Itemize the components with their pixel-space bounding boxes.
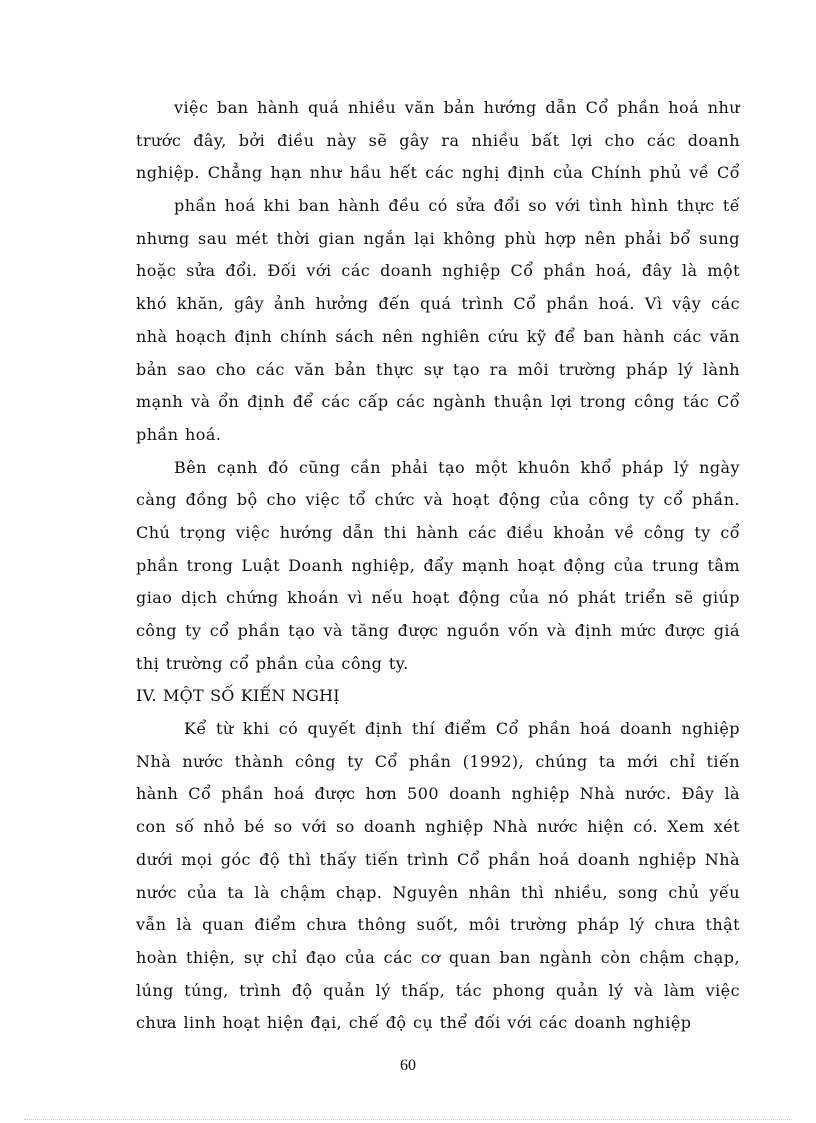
text-line: nước của ta là chậm chạp. Nguyên nhân thì nhiều, song chủ yếu: [136, 882, 740, 902]
page-bottom-divider: [24, 1119, 792, 1120]
text-line: phần hoá.: [136, 424, 222, 444]
paragraph-3: [136, 452, 740, 681]
text-line: hoặc sửa đổi. Đối với các doanh nghiệp Cổ phần hoá, đây là một: [136, 261, 740, 281]
text-line: khó khăn, gây ảnh hưởng đến quá trình Cổ phần hoá. Vì vậy các: [136, 294, 740, 314]
text-line: con số nhỏ bé so với so doanh nghiệp Nhà nước hiện có. Xem xét: [136, 817, 740, 837]
page-number: 60: [400, 1057, 416, 1074]
text-line: giao dịch chứng khoán vì nếu hoạt động của nó phát triển sẽ giúp: [136, 588, 740, 608]
text-line: lúng túng, trình độ quản lý thấp, tác phong quản lý và làm việc: [136, 980, 740, 1000]
text-line: Kể từ khi có quyết định thí điểm Cổ phần hoá doanh nghiệp: [184, 719, 740, 739]
text-line: dưới mọi góc độ thì thấy tiến trình Cổ phần hoá doanh nghiệp Nhà: [136, 849, 740, 869]
paragraph-1: [136, 92, 740, 190]
text-line: nghiệp. Chẳng hạn như hầu hết các nghị định của Chính phủ về Cổ: [136, 163, 740, 183]
text-line: thị trường cổ phần của công ty.: [136, 653, 409, 673]
text-line: phần trong Luật Doanh nghiệp, đẩy mạnh hoạt động của trung tâm: [136, 555, 740, 575]
text-line: Nhà nước thành công ty Cổ phần (1992), chúng ta mới chỉ tiến: [136, 751, 740, 771]
text-line: bản sao cho các văn bản thực sự tạo ra môi trường pháp lý lành: [136, 359, 740, 379]
text-line: hoàn thiện, sự chỉ đạo của các cơ quan ban ngành còn chậm chạp,: [136, 947, 740, 967]
text-line: mạnh và ổn định để các cấp các ngành thuận lợi trong công tác Cổ: [136, 392, 740, 412]
paragraph-4: [136, 713, 740, 1040]
text-line: công ty cổ phần tạo và tăng được nguồn vốn và định mức được giá: [136, 621, 740, 640]
text-line: hành Cổ phần hoá được hơn 500 doanh nghiệp Nhà nước. Đây là: [136, 784, 740, 804]
body-text: [136, 92, 740, 1040]
text-line: Chú trọng việc hướng dẫn thi hành các điều khoản về công ty cổ: [136, 522, 740, 542]
text-line: phần hoá khi ban hành đều có sửa đổi so với tình hình thực tế: [174, 196, 740, 216]
text-line: nhưng sau mét thời gian ngắn lại không phù hợp nên phải bổ sung: [136, 228, 740, 248]
text-line: càng đồng bộ cho việc tổ chức và hoạt động của công ty cổ phần.: [136, 490, 740, 510]
text-line: chưa linh hoạt hiện đại, chế độ cụ thể đối với các doanh nghiệp: [136, 1013, 692, 1033]
text-line: vẫn là quan điểm chưa thông suốt, môi trường pháp lý chưa thật: [136, 915, 740, 935]
text-line: nhà hoạch định chính sách nên nghiên cứu kỹ để ban hành các văn: [136, 326, 740, 346]
paragraph-2: [136, 190, 740, 452]
text-line: Bên cạnh đó cũng cần phải tạo một khuôn khổ pháp lý ngày: [174, 457, 740, 477]
text-line: việc ban hành quá nhiều văn bản hướng dẫn Cổ phần hoá như: [174, 98, 740, 117]
section-heading: IV. MỘT SỐ KIẾN NGHỊ: [136, 686, 340, 706]
text-line: trước đây, bởi điều này sẽ gây ra nhiều bất lợi cho các doanh: [136, 130, 740, 150]
